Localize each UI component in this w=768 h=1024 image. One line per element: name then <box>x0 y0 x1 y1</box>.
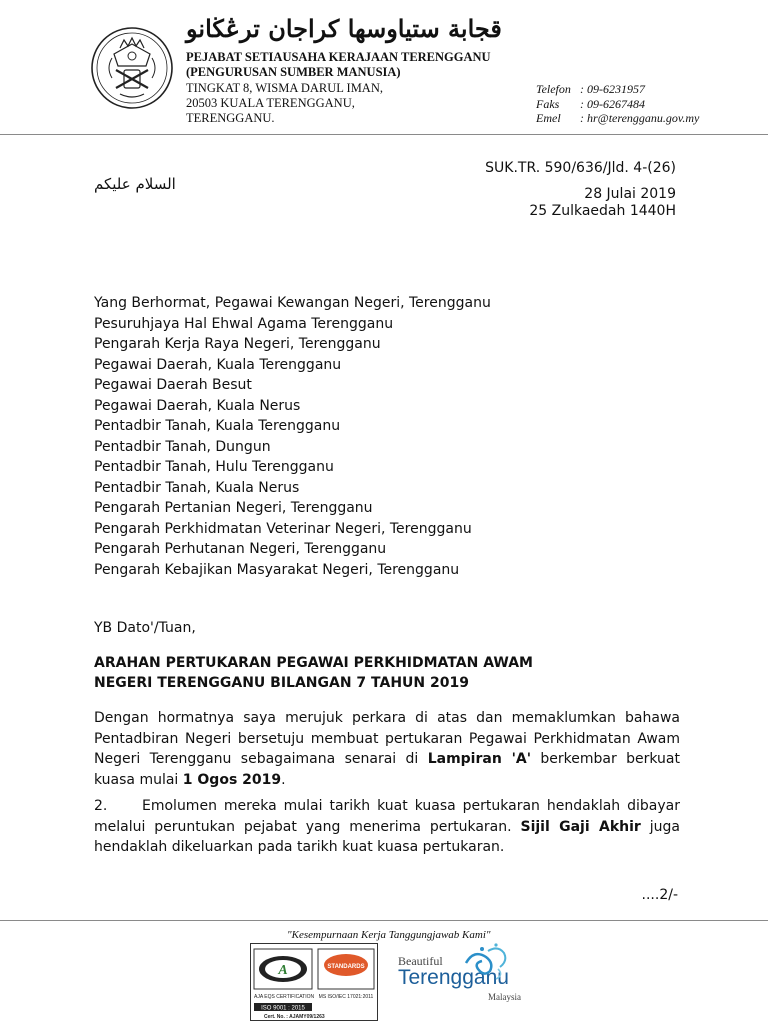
contact-email: Emel : hr@terengganu.gov.my <box>536 111 700 125</box>
recipient-item: Pentadbir Tanah, Kuala Terengganu <box>94 418 341 434</box>
recipient-item: Pengarah Pertanian Negeri, Terengganu <box>94 500 373 516</box>
footer-divider <box>0 920 768 921</box>
final-salary-certificate: Sijil Gaji Akhir <box>520 818 641 835</box>
malaysia-text: Malaysia <box>488 992 521 1002</box>
recipient-item: Pegawai Daerah, Kuala Terengganu <box>94 356 342 373</box>
page-continuation: ....2/- <box>641 887 678 903</box>
recipient-item: Pengarah Perhutanan Negeri, Terengganu <box>94 541 387 557</box>
letter-subject <box>94 653 533 693</box>
address-line2: 20503 KUALA TERENGGANU, <box>186 96 355 110</box>
cert-body-label: AJA EQS CERTIFICATION <box>254 994 315 1000</box>
recipient-item: Pengarah Kebajikan Masyarakat Negeri, Terengganu <box>94 561 460 578</box>
division-name: (PENGURUSAN SUMBER MANUSIA) <box>186 65 401 79</box>
terengganu-text: Terengganu <box>398 966 509 989</box>
footer-motto: "Kesempurnaan Kerja Tanggungjawab Kami" <box>287 929 491 941</box>
address-line3: TERENGGANU. <box>186 111 275 125</box>
wave-swirl-icon <box>460 941 510 981</box>
reference-number: SUK.TR. 590/636/Jld. 4-(26) <box>485 160 676 176</box>
certification-badges <box>250 943 378 1021</box>
recipient-item: Pegawai Daerah, Kuala Nerus <box>94 397 301 414</box>
paragraph-2: 2. Emolumen mereka mulai tarikh kuat kuasa pertukaran hendaklah dibayar melalui peruntukan pejabat yang menerima pertukaran. Sijil Gaji Akhir juga hendaklah dikeluarkan pada tarikh kuat kuasa pertukaran. <box>94 798 680 855</box>
standards-label: STANDARDS <box>327 964 365 970</box>
date-gregorian: 28 Julai 2019 <box>584 186 676 202</box>
office-name: PEJABAT SETIAUSAHA KERAJAAN TERENGGANU <box>186 50 491 64</box>
effective-date: 1 Ogos 2019 <box>182 771 282 788</box>
recipient-item: Pesuruhjaya Hal Ehwal Agama Terengganu <box>94 315 394 332</box>
address-line1: TINGKAT 8, WISMA DARUL IMAN, <box>186 81 383 95</box>
cert-iso-label: ISO 9001 : 2015 <box>261 1005 305 1012</box>
header-divider <box>0 134 768 135</box>
recipient-item: Yang Berhormat, Pegawai Kewangan Negeri, Terengganu <box>94 295 491 311</box>
paragraph-number: 2. <box>94 798 108 814</box>
jawi-office-title: قجابة ستياوسها كراجان ترڠڬانو <box>186 14 502 43</box>
contact-fax: Faks : 09-6267484 <box>536 97 645 111</box>
recipient-item: Pentadbir Tanah, Dungun <box>94 438 271 455</box>
recipient-item: Pentadbir Tanah, Hulu Terengganu <box>94 459 334 475</box>
beautiful-text: Beautiful <box>398 954 443 968</box>
cert-number: Cert. No. : AJAMY09/1263 <box>264 1014 325 1020</box>
terengganu-crest-icon <box>90 26 174 110</box>
svg-text:A: A <box>278 963 288 978</box>
contact-phone: Telefon : 09-6231957 <box>536 82 645 96</box>
recipient-item: Pentadbir Tanah, Kuala Nerus <box>94 479 300 496</box>
recipient-list <box>94 293 491 580</box>
subject-line2: NEGERI TERENGGANU BILANGAN 7 TAHUN 2019 <box>94 675 469 691</box>
recipient-item: Pengarah Kerja Raya Negeri, Terengganu <box>94 336 381 352</box>
salutation: YB Dato'/Tuan, <box>94 620 196 636</box>
subject-line1: ARAHAN PERTUKARAN PEGAWAI PERKHIDMATAN AWAM <box>94 655 533 671</box>
paragraph-1: Dengan hormatnya saya merujuk perkara di atas dan memaklumkan bahawa Pentadbiran Negeri bersetuju membuat pertukaran Pegawai Perkhidmatan Awam Negeri Terengganu sebagaimana senarai di Lampiran 'A' berkembar berkuat kuasa mulai 1 Ogos 2019. <box>94 710 680 788</box>
recipient-item: Pengarah Perkhidmatan Veterinar Negeri, Terengganu <box>94 520 472 537</box>
recipient-item: Pegawai Daerah Besut <box>94 377 252 393</box>
salam-greeting: السلام عليكم <box>94 175 176 193</box>
date-hijri: 25 Zulkaedah 1440H <box>529 203 676 219</box>
attachment-reference: Lampiran 'A' <box>427 751 532 767</box>
ms-label: MS ISO/IEC 17021:2011 <box>318 994 374 1000</box>
